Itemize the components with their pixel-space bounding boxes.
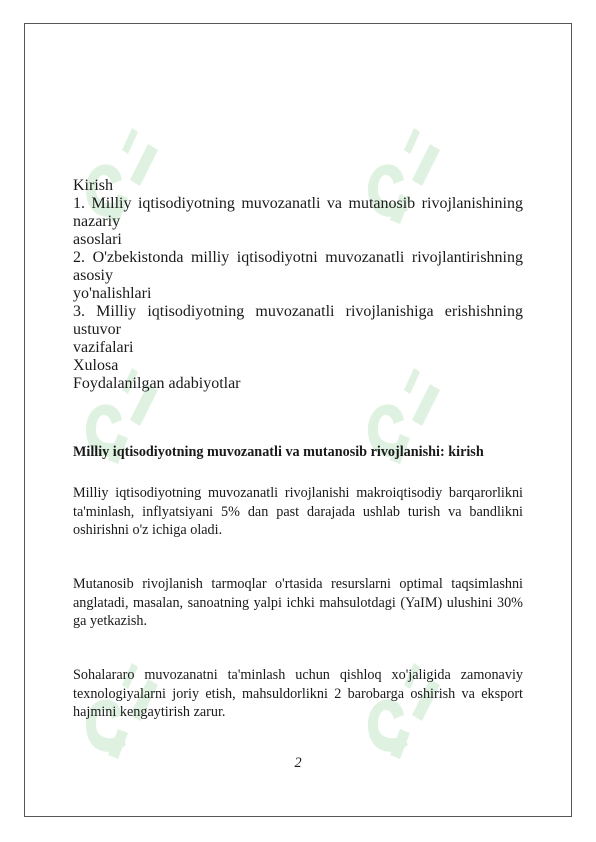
body-paragraph: Milliy iqtisodiyotning muvozanatli rivojlanishi makroiqtisodiy barqarorlikni ta'minlash, inflyatsiyani 5% dan past darajada ushlab turish va bandlikni oshirishni o'z ichiga oladi.	[73, 485, 523, 539]
body-paragraph: Sohalararo muvozanatni ta'minlash uchun qishloq xo'jaligida zamonaviy texnologiyalarni joriy etish, mahsuldorlikni 2 barobarga oshirish va eksport hajmini kengaytirish zarur.	[73, 667, 523, 721]
body-paragraph: Mutanosib rivojlanish tarmoqlar o'rtasida resurslarni optimal taqsimlashni anglatadi, masalan, sanoatning yalpi ichki mahsulotdagi (YaIM) ulushini 30% ga yetkazish.	[73, 576, 523, 630]
section-heading: Milliy iqtisodiyotning muvozanatli va mutanosib rivojlanishi: kirish	[73, 444, 484, 460]
toc-item: Kirish	[73, 177, 113, 194]
toc-item: vazifalari	[73, 339, 134, 356]
toc-item: 3. Milliy iqtisodiyotning muvozanatli rivojlanishiga erishishning ustuvor	[73, 303, 523, 338]
table-of-contents	[73, 177, 523, 393]
toc-item: 1. Milliy iqtisodiyotning muvozanatli va mutanosib rivojlanishining nazariy	[73, 195, 523, 230]
toc-item: 2. O'zbekistonda milliy iqtisodiyotni muvozanatli rivojlantirishning asosiy	[73, 249, 523, 284]
toc-item: Xulosa	[73, 357, 119, 374]
page-number: 2	[294, 755, 302, 771]
toc-item: Foydalanilgan adabiyotlar	[73, 375, 241, 392]
toc-item: yo'nalishlari	[73, 285, 152, 302]
toc-item: asoslari	[73, 231, 122, 248]
